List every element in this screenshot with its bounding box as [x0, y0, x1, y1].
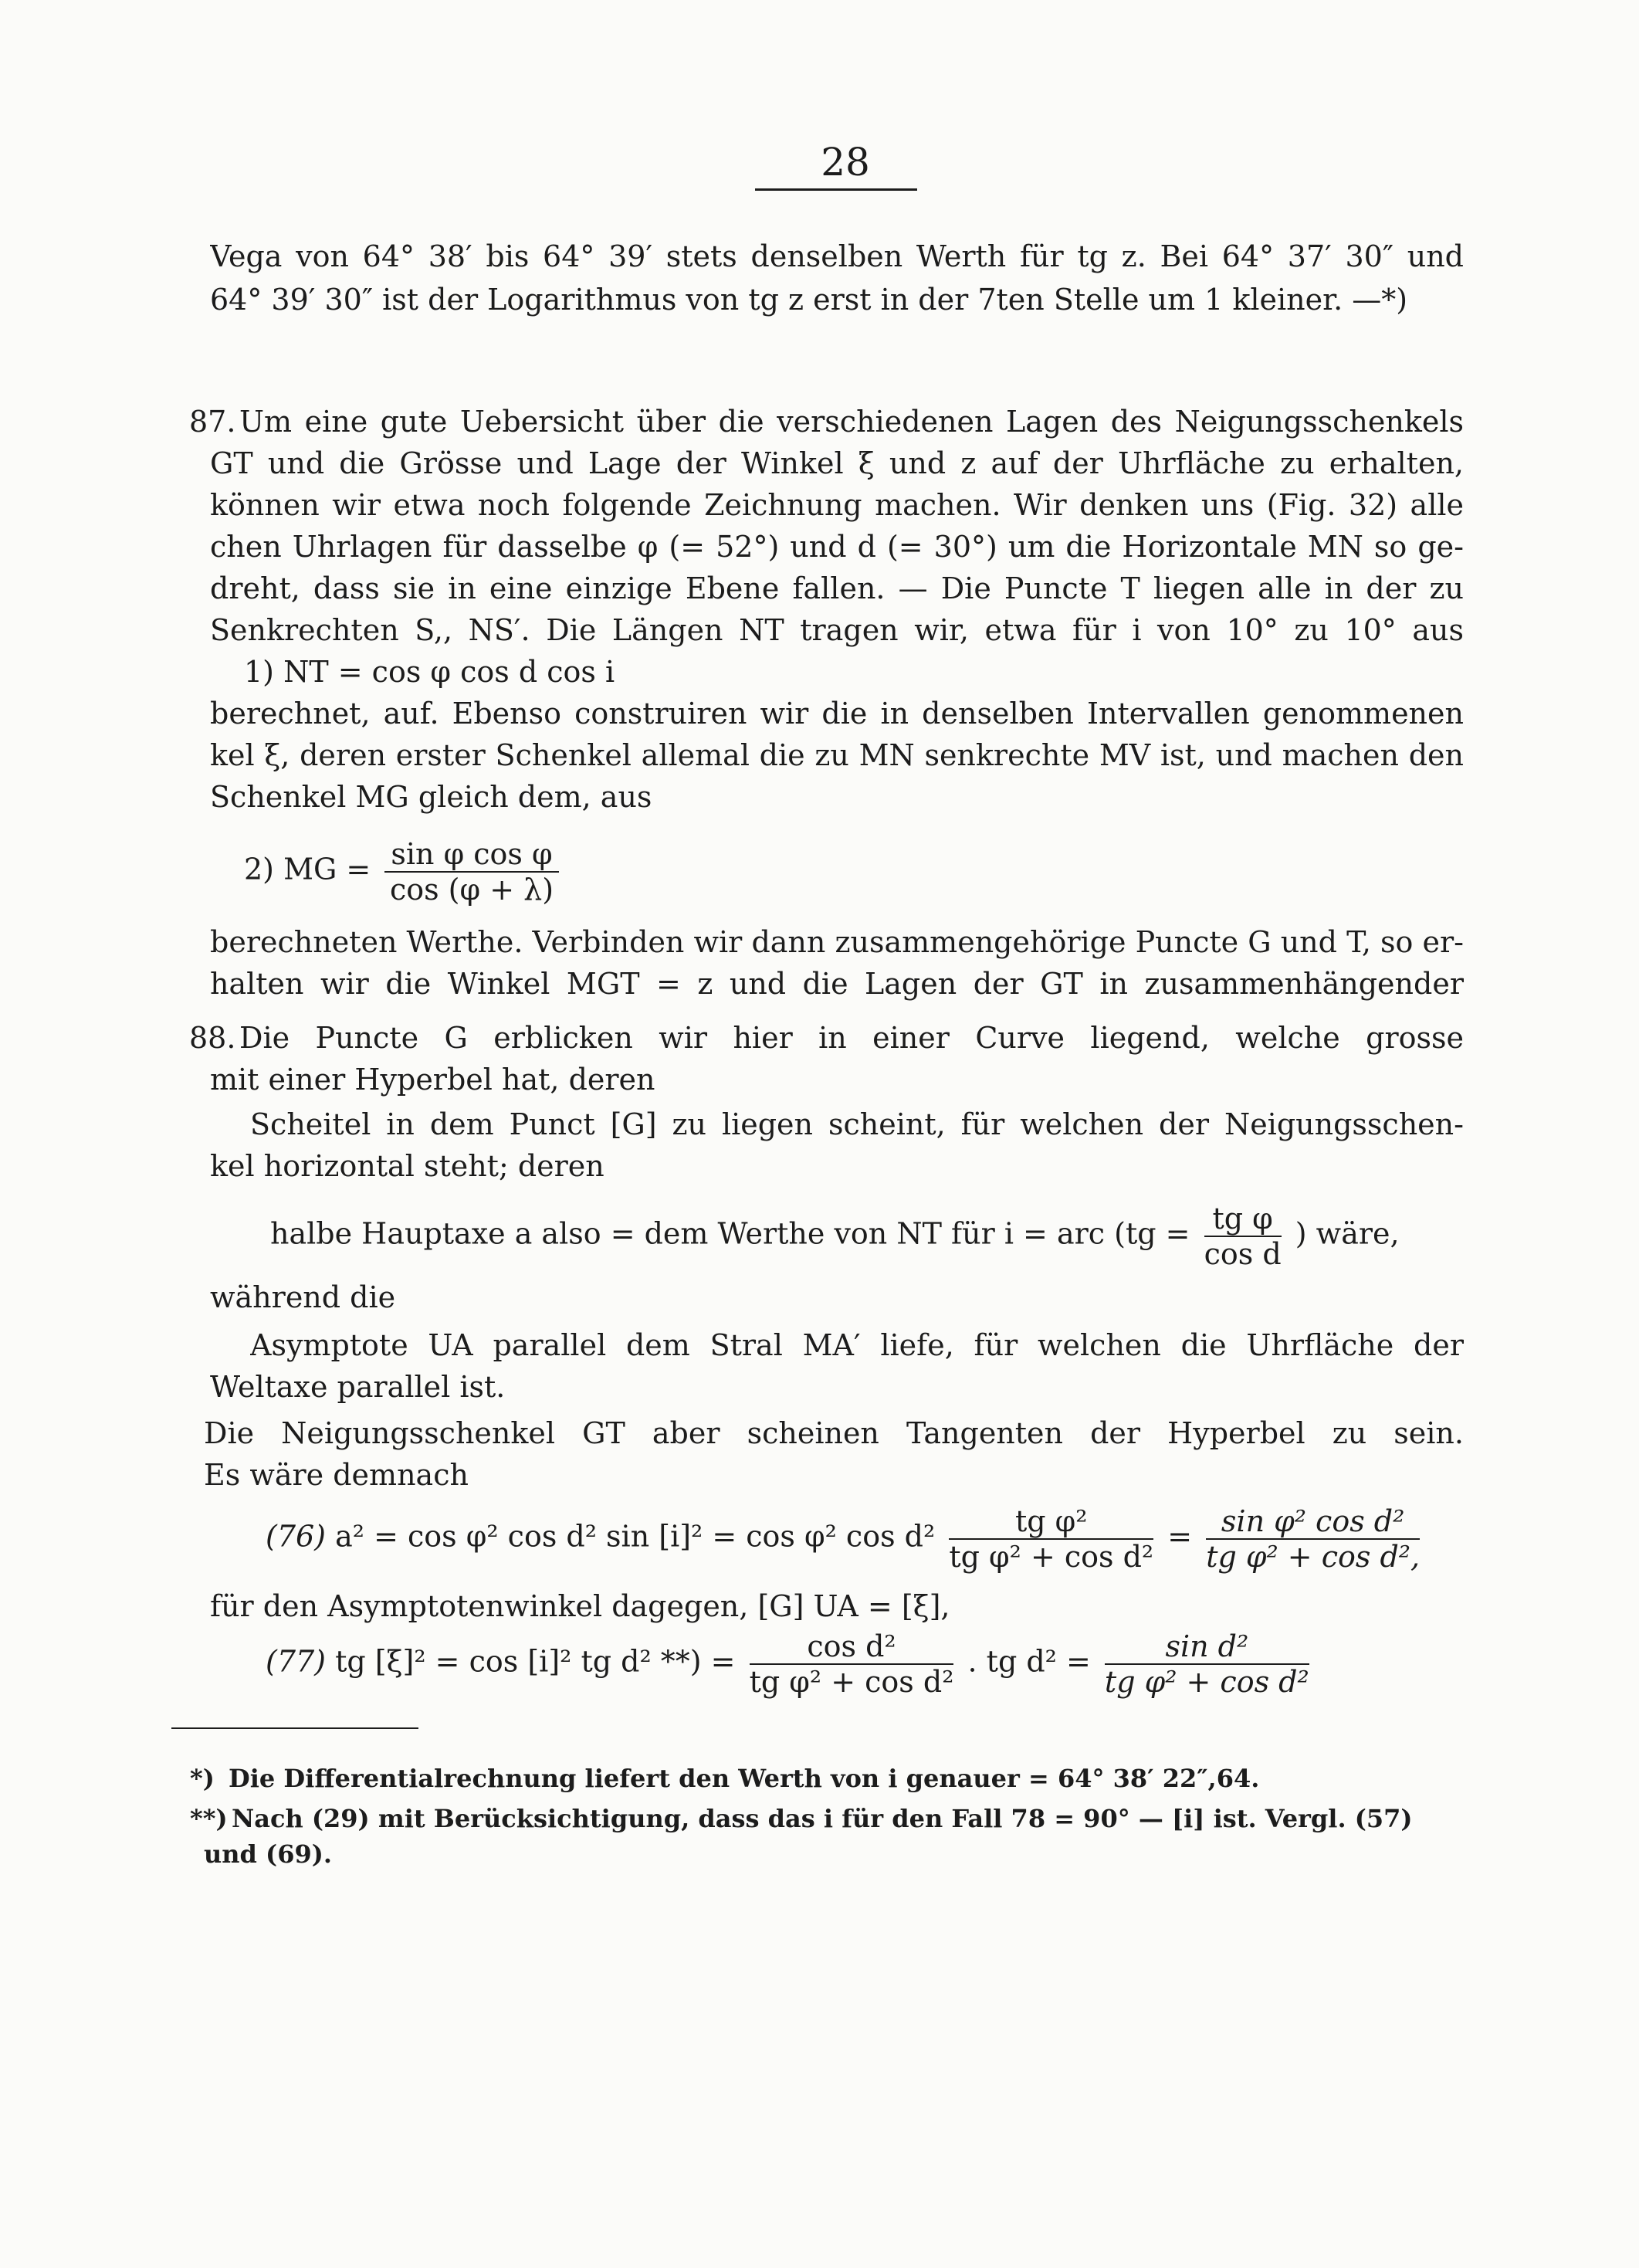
equation-middle: . tg d² = [967, 1644, 1091, 1679]
text-line: halten wir die Winkel MGT = z und die Lagen der GT in zusammenhängender [210, 967, 1464, 1001]
text-line: Vega von 64° 38′ bis 64° 39′ stets denselben Werth für tg z. Bei 64° 37′ 30″ und [210, 239, 1464, 273]
text-segment: halbe Hauptaxe a also = dem Werthe von NT für i = arc (tg = [270, 1216, 1190, 1251]
fraction-denominator: tg φ² + cos d², [1206, 1540, 1421, 1574]
equation-label: (77) [266, 1644, 327, 1679]
text-line-with-fraction [270, 1202, 1524, 1271]
formula-2-fraction [384, 837, 558, 907]
text-line: chen Uhrlagen für dasselbe φ (= 52°) und d (= 30°) um die Horizontale MN so ge- [210, 530, 1464, 564]
fraction-denominator: cos d [1204, 1237, 1282, 1271]
fraction-numerator: sin φ cos φ [384, 837, 558, 873]
text-segment: ) wäre, [1295, 1216, 1400, 1251]
fraction-numerator: sin d² [1105, 1629, 1309, 1665]
text-line: Asymptote UA parallel dem Stral MA′ liefe, für welchen die Uhrfläche der [250, 1328, 1464, 1362]
equation-77 [266, 1629, 1519, 1699]
fraction-numerator: tg φ [1204, 1202, 1282, 1237]
text-line: können wir etwa noch folgende Zeichnung machen. Wir denken uns (Fig. 32) alle [210, 488, 1464, 522]
text-line: Die Puncte G erblicken wir hier in einer Curve liegend, welche grosse [239, 1021, 1464, 1055]
fraction-numerator: sin φ² cos d² [1206, 1504, 1420, 1540]
footnote-rule [171, 1727, 418, 1729]
fraction-numerator: tg φ² [949, 1504, 1153, 1540]
text-line: kel horizontal steht; deren [210, 1149, 604, 1183]
fraction-denominator: tg φ² + cos d² [749, 1665, 954, 1699]
footnote-marker: **) [190, 1804, 228, 1833]
formula-2 [244, 837, 1498, 907]
text-line: mit einer Hyperbel hat, deren [210, 1063, 655, 1097]
fraction-numerator: cos d² [750, 1629, 954, 1665]
text-line: berechneten Werthe. Verbinden wir dann zusammengehörige Puncte G und T, so er- [210, 925, 1464, 959]
footnote-2: Nach (29) mit Berücksichtigung, dass das i für den Fall 78 = 90° — [i] ist. Vergl. (57) [232, 1804, 1413, 1833]
fraction-denominator: tg φ² + cos d² [1104, 1665, 1309, 1699]
formula-2-label: 2) MG = [244, 852, 371, 887]
fraction-denominator: cos (φ + λ) [389, 873, 554, 907]
footnote-1: Die Differentialrechnung liefert den Werth von i genauer = 64° 38′ 22″,64. [229, 1764, 1260, 1793]
text-line: Scheitel in dem Punct [G] zu liegen scheint, für welchen der Neigungsschen- [250, 1107, 1464, 1141]
text-line: Schenkel MG gleich dem, aus [210, 780, 652, 814]
equation-label: (76) [266, 1519, 327, 1554]
fraction-denominator: tg φ² + cos d² [949, 1540, 1154, 1574]
text-line: Senkrechten S,, NS′. Die Längen NT tragen wir, etwa für i von 10° zu 10° aus [210, 613, 1464, 647]
fraction [949, 1504, 1153, 1574]
fraction [750, 1629, 954, 1699]
fraction [1206, 1504, 1420, 1574]
equation-76 [266, 1504, 1519, 1574]
text-line: GT und die Grösse und Lage der Winkel ξ und z auf der Uhrfläche zu erhalten, [210, 446, 1464, 480]
text-line: dreht, dass sie in eine einzige Ebene fallen. — Die Puncte T liegen alle in der zu [210, 571, 1464, 605]
text-line: kel ξ, deren erster Schenkel allemal die zu MN senkrechte MV ist, und machen den [210, 738, 1464, 772]
formula-1: 1) NT = cos φ cos d cos i [244, 655, 615, 689]
fraction [1204, 1202, 1282, 1271]
footnote-2-continued: und (69). [204, 1839, 332, 1869]
text-line: während die [210, 1280, 396, 1314]
equation-left: tg [ξ]² = cos [i]² tg d² **) = [335, 1644, 736, 1679]
text-line: für den Asymptotenwinkel dagegen, [G] UA = [ξ], [210, 1589, 950, 1623]
footnote-marker: *) [190, 1764, 215, 1793]
text-line: Um eine gute Uebersicht über die verschiedenen Lagen des Neigungsschenkels [239, 405, 1464, 439]
text-line: Weltaxe parallel ist. [210, 1370, 506, 1404]
equation-left: a² = cos φ² cos d² sin [i]² = cos φ² cos d² [335, 1519, 936, 1554]
equals-sign: = [1167, 1519, 1193, 1554]
section-number: 87. [189, 405, 236, 439]
page-number: 28 [821, 140, 870, 185]
fraction [1105, 1629, 1309, 1699]
text-line: 64° 39′ 30″ ist der Logarithmus von tg z erst in der 7ten Stelle um 1 kleiner. —*) [210, 283, 1408, 317]
text-line: Die Neigungsschenkel GT aber scheinen Tangenten der Hyperbel zu sein. [204, 1416, 1464, 1450]
section-number: 88. [189, 1021, 236, 1055]
text-line: Es wäre demnach [204, 1458, 469, 1492]
page-number-rule [755, 188, 917, 191]
text-line: berechnet, auf. Ebenso construiren wir die in denselben Intervallen genommenen [210, 697, 1464, 731]
